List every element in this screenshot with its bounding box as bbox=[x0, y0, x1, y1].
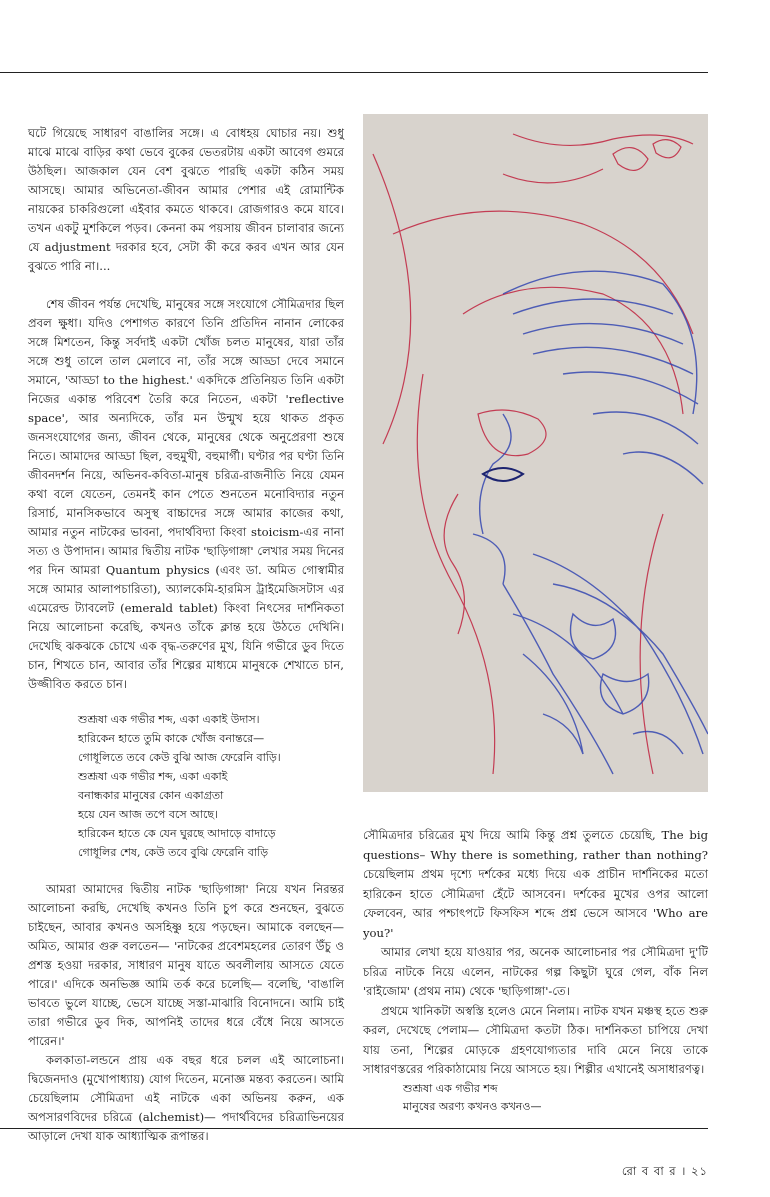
poem-block bbox=[78, 710, 344, 862]
right-column bbox=[363, 826, 708, 1116]
paragraph: সৌমিত্রদার চরিত্রের মুখ দিয়ে আমি কিন্তু প্রশ্ন তুলতে চেয়েছি, The big questions– Why there is something, rather than nothing? চেয়েছিলাম প্রথম দৃশ্যে দর্শকের মধ্যে দিয়ে এক প্রাচীন দার্শনিকের মতো হারিকেন হাতে সৌমিত্রদা হেঁটে আসবেন। দর্শকের মুখের ওপর আলো ফেলবেন, আর পশ্চাৎপটে ফিসফিস শব্দে প্রশ্ন ভেসে আসবে 'Who are you?' bbox=[363, 828, 708, 940]
poem-line: শুশ্রূষা এক গভীর শব্দ, একা একাই উদাস। bbox=[78, 713, 260, 726]
top-rule bbox=[0, 72, 708, 73]
paragraph: শেষ জীবন পর্যন্ত দেখেছি, মানুষের সঙ্গে সংযোগে সৌমিত্রদার ছিল প্রবল ক্ষুধা। যদিও পেশাগত কারণে তিনি প্রতিদিন নানান লোকের সঙ্গে মিশতেন, কিন্তু সর্বদাই একটা খোঁজ চলত মানুষের, যারা তাঁর সঙ্গে শুধু তালে তাল মেলাবে না, তাঁর সঙ্গে আড্ডা দেবে সমানে সমানে, 'আড্ডা to the highest.' একদিকে প্রতিনিয়ত তিনি একটা নিজের একান্ত পরিবেশ তৈরি করে নিতেন, একটা 'reflective space', আর অন্যদিকে, তাঁর মন উন্মুখ হয়ে থাকত প্রকৃত জনসংযোগের জন্য, জীবন থেকে, মানুষের থেকে অনুপ্রেরণা শুষে নিতে। আমাদের আড্ডা ছিল, বহুমুখী, বহুমার্গী। ঘণ্টার পর ঘণ্টা তিনি জীবনদর্শন নিয়ে, অভিনব-কবিতা-মানুষ চরিত্র-রাজনীতি নিয়ে যেমন কথা বলে যেতেন, তেমনই কান পেতে শুনতেন মনোবিদ্যার নতুন রিসার্চ, মানসিকভাবে অসুস্থ বাচ্চাদের সঙ্গে আমার কাজের কথা, আমার নতুন নাটকের ভাবনা, পদার্থবিদ্যা কিংবা stoicism-এর নানা সত্য ও উপাদান। আমার দ্বিতীয় নাটক 'ছাড়িগাঙ্গা' লেখার সময় দিনের পর দিন আমরা Quantum physics (এবং ডা. অমিত গোস্বামীর সঙ্গে আমার আলাপচারিতা), অ্যালকেমি-হারমিস ট্রাইমেজিসটাস এর এমেরেল্ড ট্যাবলেট (emerald tablet) কিংবা নিৎসের দার্শনিকতা নিয়ে আলোচনা করেছি, কখনও তাঁকে ক্লান্ত হয়ে উঠতে দেখিনি। দেখেছি ঝকঝকে চোখে এক বৃদ্ধ-তরুণের মুখ, যিনি গভীরে ডুব দিতে চান, শিখতে চান, আবার তাঁর শিল্পের মাধ্যমে মানুষকে শেখাতে চান, উজ্জীবিত করতে চান। bbox=[28, 297, 344, 691]
poem-line: মানুষের অরণ্য কখনও কখনও— bbox=[403, 1099, 542, 1113]
poem-line: হয়ে যেন আজ তপে বসে আছে। bbox=[78, 808, 219, 821]
page-folio: রো ব বা র । ২১ bbox=[621, 1164, 708, 1178]
paragraph: প্রথমে খানিকটা অস্বস্তি হলেও মেনে নিলাম। নাটক যখন মঞ্চস্থ হতে শুরু করল, দেখেছে পেলাম— সৌমিত্রদা কতটা ঠিক। দার্শনিকতা চাপিয়ে দেখা যায় তনা, শিল্পের মোড়কে গ্রহণযোগ্যতার দাবি মেনে নিয়ে তাকে সাধারণস্তরের পরিকাঠামোয় নিয়ে আসতে হয়। শিল্পীর এখানেই অসাধারণত্ব। bbox=[363, 1003, 708, 1076]
bottom-rule bbox=[0, 1128, 708, 1129]
paragraph: কলকাতা-লন্ডনে প্রায় এক বছর ধরে চলল এই আলোচনা। দ্বিজেনদাও (মুখোপাধ্যায়) যোগ দিতেন, মনোজ্ঞ মন্তব্য করতেন। আমি চেয়েছিলাম সৌমিত্রদা এই নাটকে একা অভিনয় করুন, এক অপসারণবিদের চরিত্রে (alchemist)— পদার্থবিদের চরিত্রাভিনয়ের আড়ালে দেখা যাক আধ্যাত্মিক রূপান্তর। bbox=[28, 1053, 344, 1143]
paragraph: আমার লেখা হয়ে যাওয়ার পর, অনেক আলোচনার পর সৌমিত্রদা দু'টি চরিত্র নাটকে নিয়ে এলেন, নাটকের গল্প কিছুটা ঘুরে গেল, বাঁক নিল 'রাইজোম' (প্রথম নাম) থেকে 'ছাড়িগাঙ্গা'-তে। bbox=[363, 945, 708, 998]
poem-line: হারিকেন হাতে তুমি কাকে খোঁজ বনান্তরে— bbox=[78, 732, 265, 745]
poem-line: শুশ্রূষা এক গভীর শব্দ, একা একাই bbox=[78, 770, 228, 783]
poem-line: গোধূলির শেষ, কেউ তবে বুঝি ফেরেনি বাড়ি bbox=[78, 846, 269, 859]
poem-line: গোধূলিতে তবে কেউ বুঝি আজ ফেরেনি বাড়ি। bbox=[78, 751, 281, 764]
paragraph: আমরা আমাদের দ্বিতীয় নাটক 'ছাড়িগাঙ্গা' নিয়ে যখন নিরন্তর আলোচনা করছি, দেখেছি কখনও তিনি চুপ করে শুনছেন, বুঝতে চাইছেন, আবার কখনও অসহিষ্ণু হয়ে পড়ছেন। আমাকে বলছেন— অমিত, আমার গুরু বলতেন— 'নাটকের প্রবেশমহলের তোরণ উঁচু ও প্রশস্ত হওয়া দরকার, সাধারণ মানুষ যাতে অবলীলায় আসতে যেতে পারে।' এদিকে অনভিজ্ঞ আমি তর্ক করে চলেছি— বলেছি, 'বাঙালি ভাবতে ভুলে যাচ্ছে, ভেসে যাচ্ছে সস্তা-মাঝারি বিনোদনে। আমি চাই তারা গভীরে ডুব দিক, আপনিই তাদের ধরে বেঁধে নিয়ে আসতে পারেন।' bbox=[28, 882, 344, 1048]
poem-line: বনান্ধকার মানুষের কোন একাগ্রতা bbox=[78, 789, 224, 802]
left-column bbox=[28, 124, 344, 1146]
sketch-drawing bbox=[363, 114, 708, 792]
poem-line: শুশ্রূষা এক গভীর শব্দ bbox=[403, 1081, 498, 1095]
poem-line: হারিকেন হাতে কে যেন ঘুরছে আদাড়ে বাদাড়ে bbox=[78, 827, 276, 840]
portrait-sketch bbox=[363, 114, 708, 792]
paragraph: ঘটে গিয়েছে সাধারণ বাঙালির সঙ্গে। এ বোধহয় ঘোচার নয়। শুধু মাঝে মাঝে বাড়ির কথা ভেবে বুকের ভেতরটায় একটা আবেগ গুমরে উঠছিল। আজকাল যেন বেশ বুঝতে পারছি একটা কঠিন সময় আসছে। আমার অভিনেতা-জীবন আমার পেশার এই রোমান্টিক নায়কের চাকরিগুলো এইবার কমতে থাকবে। রোজগারও কমে যাবে। তখন একটু মুশকিলে পড়ব। কেননা কম পয়সায় জীবন চালাবার জন্যে যে adjustment দরকার হবে, সেটা কী করে করব এখন আর যেন বুঝতে পারি না।... bbox=[28, 126, 344, 273]
poem-block bbox=[403, 1080, 708, 1116]
